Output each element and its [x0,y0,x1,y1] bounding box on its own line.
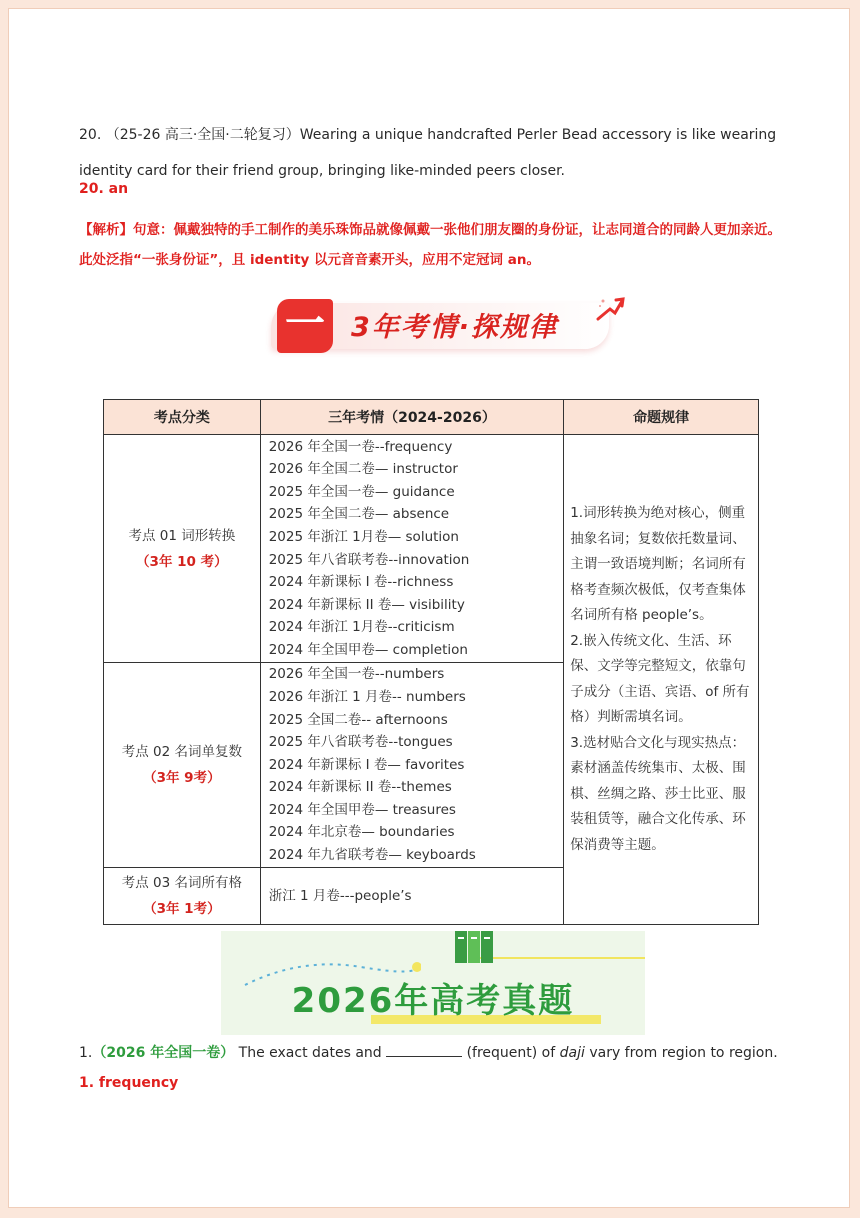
question-20-text: Wearing a unique handcrafted Perler Bead accessory is like wearing identity card for their friend group, bringing like-minded peers closer. [79,127,777,179]
answer-20: 20. an [79,181,129,197]
real-exam-title: 2026年高考真题 [291,981,575,1021]
exam-list-cell [260,663,564,868]
analysis-20: 【解析】句意：佩戴独特的手工制作的美乐珠饰品就像佩戴一张他们朋友圈的身份证，让志同道合的同龄人更加亲近。此处泛指“一张身份证”，且 identity 以元音音素开头，应用不定冠词 an。 [79,222,781,268]
table-row [104,435,759,663]
section-title: 3年考情·探规律 [351,312,559,343]
category-cell [104,868,261,925]
question-1-term: daji [559,1045,585,1061]
table-header-row [104,400,759,435]
category-count: （3年 9考） [143,770,221,786]
category-label: 考点 01 词形转换 [128,527,236,544]
list-item: 2026 年全国二卷— instructor [268,461,458,478]
list-item: 2026 年浙江 1 月卷-- numbers [268,688,466,705]
category-cell [104,435,261,663]
list-item: 2025 年八省联考卷--tongues [268,734,453,751]
exam-list-cell [260,868,564,925]
list-item: 2025 年浙江 1月卷— solution [268,528,459,545]
section-number: 一 [277,299,333,353]
list-item: 2024 年新课标 II 卷--themes [268,779,452,796]
list-item: 2026 年全国一卷--frequency [268,438,453,455]
list-item: 2024 年新课标 I 卷— favorites [268,756,465,773]
list-item: 2024 年九省联考卷— keyboards [268,847,476,864]
document-page [8,8,850,1208]
trend-arrow-icon [595,295,625,325]
category-count: （3年 1考） [143,901,221,917]
rule-item: 2.嵌入传统文化、生活、环保、文学等完整短文，依靠句子成分（主语、宾语、of 所有格）判断需填名词。 [570,632,750,725]
list-item: 2026 年全国一卷--numbers [268,666,445,683]
list-item: 2024 年北京卷— boundaries [268,824,455,841]
question-1-source: （2026 年全国一卷） [92,1045,235,1061]
question-1-text-mid: (frequent) of [466,1045,556,1061]
section-banner-trend [265,293,631,363]
category-label: 考点 02 名词单复数 [121,744,242,760]
exam-list-cell [260,435,564,663]
list-item: 浙江 1 月卷---people’s [268,887,412,904]
list-item: 2025 年八省联考卷--innovation [268,551,470,568]
list-item: 2024 年浙江 1月卷--criticism [268,619,455,636]
question-1-number: 1. [79,1045,93,1061]
list-item: 2024 年全国甲卷— treasures [268,801,456,818]
question-20-source: 20. （25-26 高三·全国·二轮复习） [79,127,300,143]
question-1-text-end: vary from region to region. [589,1045,778,1061]
category-count: （3年 10 考） [136,553,228,570]
books-icon [453,931,499,965]
rule-item: 3.选材贴合文化与现实热点：素材涵盖传统集市、太极、围棋、丝绸之路、莎士比亚、服装租赁等，融合文化传承、环保消费等主题。 [570,734,746,853]
list-item: 2024 年全国甲卷— completion [268,641,468,658]
header-years: 三年考情（2024-2026） [260,400,564,435]
list-item: 2025 全国二卷-- afternoons [268,711,448,728]
list-item: 2025 年全国一卷— guidance [268,483,455,500]
category-label: 考点 03 名词所有格 [121,875,242,891]
real-exam-banner [221,931,645,1035]
list-item: 2024 年新课标 II 卷— visibility [268,596,465,613]
header-rules: 命题规律 [564,400,759,435]
list-item: 2024 年新课标 I 卷--richness [268,574,454,591]
rule-item: 1.词形转换为绝对核心，侧重抽象名词；复数依托数量词、主谓一致语境判断；名词所有格考查频次极低，仅考查集体名词所有格 people’s。 [570,505,746,623]
header-category: 考点分类 [104,400,261,435]
rules-cell [564,435,759,925]
answer-1: 1. frequency [79,1075,179,1091]
question-1 [79,1039,778,1067]
question-1-text-start: The exact dates and [238,1045,382,1061]
list-item: 2025 年全国二卷— absence [268,506,450,523]
question-20 [79,117,799,189]
exam-trend-table [103,399,759,925]
category-cell [104,663,261,868]
answer-blank [386,1042,462,1057]
